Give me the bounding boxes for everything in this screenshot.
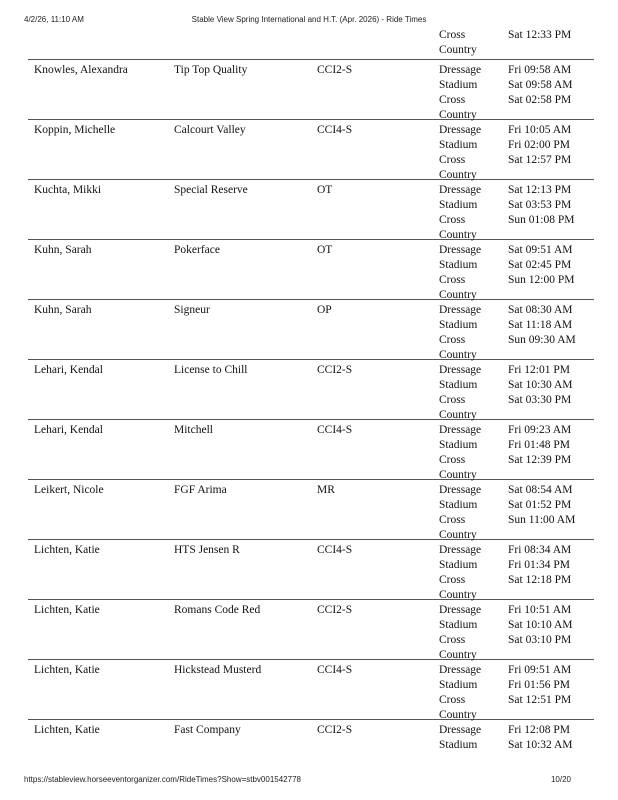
time-list xyxy=(508,543,571,603)
phase-label: Cross xyxy=(439,634,466,646)
phase-label: Cross xyxy=(439,214,466,226)
rider-name: Lichten, Katie xyxy=(34,544,100,556)
phase-label: Cross xyxy=(439,394,466,406)
table-row xyxy=(28,600,594,660)
phase-label: Country xyxy=(439,109,477,121)
table-row xyxy=(28,480,594,540)
ride-time: Sat 03:53 PM xyxy=(508,199,572,211)
ride-time: Sun 11:00 AM xyxy=(508,514,576,526)
ride-time: Sat 03:10 PM xyxy=(508,634,572,646)
time-list xyxy=(508,603,573,663)
division-code: CCI4-S xyxy=(317,664,353,676)
phase-list xyxy=(439,123,481,183)
phase-list xyxy=(439,723,481,753)
ride-time: Sat 12:33 PM xyxy=(508,29,572,41)
table-row xyxy=(28,240,594,300)
horse-name: License to Chill xyxy=(174,364,248,376)
time-list xyxy=(508,363,573,423)
phase-label: Dressage xyxy=(439,424,482,436)
table-row xyxy=(28,540,594,600)
page-title: Stable View Spring International and H.T. (Apr. 2026) - Ride Times xyxy=(191,15,427,24)
phase-label: Country xyxy=(439,469,477,481)
time-list xyxy=(508,28,571,58)
rider-name: Lichten, Katie xyxy=(34,664,100,676)
ride-time: Sun 09:30 AM xyxy=(508,334,576,346)
ride-time: Fri 01:56 PM xyxy=(508,679,570,691)
phase-label: Stadium xyxy=(439,559,478,571)
phase-label: Stadium xyxy=(439,79,478,91)
rider-name: Kuhn, Sarah xyxy=(34,244,92,256)
division-code: CCI2-S xyxy=(317,604,353,616)
ride-time: Fri 08:34 AM xyxy=(508,544,572,556)
phase-label: Country xyxy=(439,229,477,241)
division-code: OT xyxy=(317,244,333,256)
ride-time: Fri 09:58 AM xyxy=(508,64,572,76)
phase-label: Dressage xyxy=(439,304,482,316)
rider-name: Kuchta, Mikki xyxy=(34,184,102,196)
horse-name: Pokerface xyxy=(174,244,220,256)
table-row xyxy=(28,60,594,120)
phase-label: Country xyxy=(439,44,477,56)
division-code: CCI4-S xyxy=(317,424,353,436)
phase-list xyxy=(439,423,481,483)
phase-label: Cross xyxy=(439,514,466,526)
phase-label: Dressage xyxy=(439,664,482,676)
time-list xyxy=(508,243,574,303)
page-header xyxy=(0,15,618,27)
phase-label: Cross xyxy=(439,574,466,586)
phase-label: Cross xyxy=(439,334,466,346)
horse-name: Signeur xyxy=(174,304,210,316)
phase-list xyxy=(439,483,481,543)
rider-name: Lichten, Katie xyxy=(34,724,100,736)
phase-label: Dressage xyxy=(439,724,482,736)
time-list xyxy=(508,723,573,753)
rider-name: Knowles, Alexandra xyxy=(34,64,128,76)
phase-label: Cross xyxy=(439,454,466,466)
entry-rows xyxy=(28,60,594,752)
phase-label: Stadium xyxy=(439,379,478,391)
ride-time: Sun 01:08 PM xyxy=(508,214,575,226)
ride-time: Sat 11:18 AM xyxy=(508,319,573,331)
print-datetime: 4/2/26, 11:10 AM xyxy=(24,15,84,24)
phase-list xyxy=(439,63,481,123)
ride-time: Sat 10:10 AM xyxy=(508,619,573,631)
phase-list xyxy=(439,543,481,603)
ride-time: Sat 12:39 PM xyxy=(508,454,572,466)
phase-label: Stadium xyxy=(439,259,478,271)
ride-time: Fri 10:05 AM xyxy=(508,124,572,136)
table-row xyxy=(28,720,594,752)
division-code: CCI4-S xyxy=(317,124,353,136)
table-row xyxy=(28,660,594,720)
ride-time: Sun 12:00 PM xyxy=(508,274,575,286)
ride-time: Fri 12:08 PM xyxy=(508,724,570,736)
ride-time: Fri 09:51 AM xyxy=(508,664,572,676)
phase-label: Dressage xyxy=(439,184,482,196)
time-list xyxy=(508,483,575,543)
phase-label: Dressage xyxy=(439,64,482,76)
phase-list xyxy=(439,303,481,363)
ride-time: Fri 02:00 PM xyxy=(508,139,570,151)
horse-name: Fast Company xyxy=(174,724,241,736)
ride-time: Fri 01:48 PM xyxy=(508,439,570,451)
ride-time: Sat 12:18 PM xyxy=(508,574,572,586)
phase-label: Country xyxy=(439,169,477,181)
page-url: https://stableview.horseeventorganizer.com/RideTimes?Show=stbv001542778 xyxy=(24,775,301,784)
phase-label: Stadium xyxy=(439,319,478,331)
time-list xyxy=(508,183,574,243)
division-code: CCI4-S xyxy=(317,544,353,556)
division-code: OP xyxy=(317,304,332,316)
ride-time: Sat 12:57 PM xyxy=(508,154,572,166)
ride-time: Sat 12:13 PM xyxy=(508,184,572,196)
phase-label: Country xyxy=(439,349,477,361)
ride-time: Sat 08:54 AM xyxy=(508,484,573,496)
division-code: MR xyxy=(317,484,335,496)
rider-name: Lichten, Katie xyxy=(34,604,100,616)
phase-list xyxy=(439,363,481,423)
time-list xyxy=(508,123,571,183)
phase-list xyxy=(439,28,477,58)
phase-label: Cross xyxy=(439,694,466,706)
ride-time: Sat 09:51 AM xyxy=(508,244,573,256)
phase-label: Dressage xyxy=(439,484,482,496)
table-row-continued xyxy=(28,29,594,60)
phase-label: Country xyxy=(439,709,477,721)
phase-label: Country xyxy=(439,409,477,421)
division-code: CCI2-S xyxy=(317,724,353,736)
division-code: CCI2-S xyxy=(317,364,353,376)
phase-label: Cross xyxy=(439,29,466,41)
ride-time: Sat 10:32 AM xyxy=(508,739,573,751)
rider-name: Lehari, Kendal xyxy=(34,424,103,436)
phase-label: Country xyxy=(439,289,477,301)
phase-label: Dressage xyxy=(439,124,482,136)
ride-time: Sat 03:30 PM xyxy=(508,394,572,406)
ride-time: Fri 01:34 PM xyxy=(508,559,570,571)
table-row xyxy=(28,360,594,420)
phase-label: Stadium xyxy=(439,139,478,151)
ride-time: Sat 09:58 AM xyxy=(508,79,573,91)
phase-label: Stadium xyxy=(439,619,478,631)
time-list xyxy=(508,663,571,723)
horse-name: Mitchell xyxy=(174,424,213,436)
rider-name: Koppin, Michelle xyxy=(34,124,116,136)
phase-label: Country xyxy=(439,649,477,661)
table-row xyxy=(28,420,594,480)
horse-name: HTS Jensen R xyxy=(174,544,240,556)
phase-list xyxy=(439,243,481,303)
horse-name: Special Reserve xyxy=(174,184,248,196)
horse-name: Hickstead Musterd xyxy=(174,664,262,676)
ride-time: Sat 02:58 PM xyxy=(508,94,572,106)
ride-time: Sat 12:51 PM xyxy=(508,694,572,706)
table-row xyxy=(28,120,594,180)
phase-label: Cross xyxy=(439,94,466,106)
phase-label: Stadium xyxy=(439,679,478,691)
phase-label: Stadium xyxy=(439,499,478,511)
ride-time: Fri 12:01 PM xyxy=(508,364,570,376)
division-code: OT xyxy=(317,184,333,196)
phase-label: Dressage xyxy=(439,364,482,376)
table-row xyxy=(28,180,594,240)
ride-time: Sat 01:52 PM xyxy=(508,499,572,511)
time-list xyxy=(508,303,576,363)
ride-time: Fri 10:51 AM xyxy=(508,604,572,616)
ride-time: Fri 09:23 AM xyxy=(508,424,572,436)
page-footer xyxy=(0,775,618,787)
phase-label: Stadium xyxy=(439,439,478,451)
phase-label: Country xyxy=(439,529,477,541)
ride-time: Sat 08:30 AM xyxy=(508,304,573,316)
phase-label: Stadium xyxy=(439,739,478,751)
phase-label: Dressage xyxy=(439,244,482,256)
rider-name: Leikert, Nicole xyxy=(34,484,104,496)
phase-label: Country xyxy=(439,589,477,601)
ride-times-table xyxy=(28,29,594,752)
phase-label: Cross xyxy=(439,274,466,286)
ride-time xyxy=(508,43,571,58)
horse-name: Calcourt Valley xyxy=(174,124,246,136)
phase-label: Dressage xyxy=(439,604,482,616)
phase-label: Stadium xyxy=(439,199,478,211)
time-list xyxy=(508,423,571,483)
ride-time: Sat 10:30 AM xyxy=(508,379,573,391)
table-row xyxy=(28,300,594,360)
phase-list xyxy=(439,663,481,723)
ride-time: Sat 02:45 PM xyxy=(508,259,572,271)
phase-list xyxy=(439,603,481,663)
division-code: CCI2-S xyxy=(317,64,353,76)
horse-name: Tip Top Quality xyxy=(174,64,248,76)
time-list xyxy=(508,63,573,123)
page-number: 10/20 xyxy=(550,775,571,784)
rider-name: Kuhn, Sarah xyxy=(34,304,92,316)
phase-label: Cross xyxy=(439,154,466,166)
horse-name: FGF Arima xyxy=(174,484,227,496)
horse-name: Romans Code Red xyxy=(174,604,261,616)
rider-name: Lehari, Kendal xyxy=(34,364,103,376)
phase-list xyxy=(439,183,481,243)
phase-label: Dressage xyxy=(439,544,482,556)
